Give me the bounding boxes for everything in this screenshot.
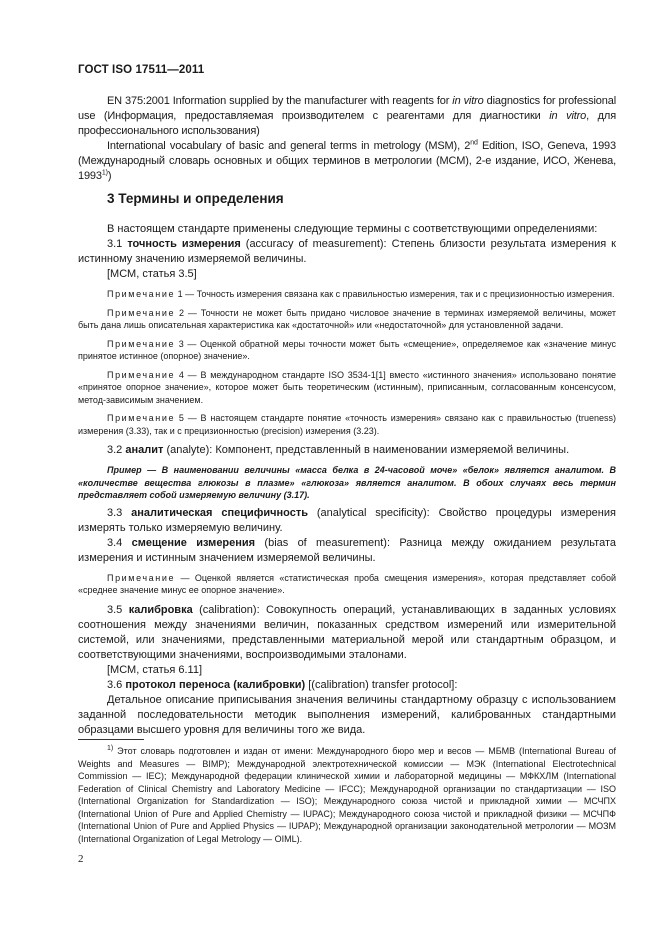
- term-name: точность измерения: [127, 238, 241, 250]
- page-number: 2: [78, 853, 84, 865]
- term-definition: (analytical specificity): Свойство процедуры измерения измерять только измеряемую величину.: [78, 506, 616, 534]
- term-number: 3.3: [107, 506, 132, 519]
- note-3-1-5: [78, 412, 616, 437]
- example-3-2: Пример — В наименовании величины «масса белка в 24-часовой моче» «белок» является аналитом. В «количестве вещества глюкозы в плазме» «глюкоза» является аналитом. В обоих случаях весь термин представляет собой измеряемую величину (3.17).: [78, 465, 616, 500]
- term-number: 3.6: [107, 678, 126, 691]
- ref-text: EN 375:2001 Information supplied by the manufacturer with reagents for: [107, 95, 453, 107]
- term-3-6: [78, 678, 616, 693]
- term-name: аналитическая специфичность: [131, 506, 309, 519]
- term-3-1: [78, 237, 616, 267]
- note-label: Примечание: [107, 413, 176, 423]
- term-3-3: [78, 506, 616, 536]
- note-3-1-4: [78, 369, 616, 407]
- note-label: Примечание: [107, 338, 176, 349]
- term-definition: (analyte): Компонент, представленный в наименовании измеряемой величины.: [163, 444, 570, 456]
- term-definition: (calibration): Совокупность операций, устанавливающих в заданных условиях соотношения между значениями величин, показанных средством измерений или измерительной системой, или значениями, представленными материальной мерой или стандартным образцом, и соответствующими значениями, воспроизводимыми эталонами.: [78, 603, 616, 661]
- reference-vim: [78, 139, 616, 184]
- footnote-block: [78, 745, 616, 845]
- term-source: [МСМ, статья 6.11]: [107, 663, 203, 676]
- term-definition: [(calibration) transfer protocol]:: [305, 678, 458, 691]
- note-3-1-3: [78, 338, 616, 363]
- ref-text: , для профессионального использования): [78, 110, 616, 137]
- ref-text: ): [107, 170, 112, 182]
- term-name: протокол переноса (калибровки): [125, 678, 306, 691]
- reference-en375: [78, 94, 616, 139]
- term-3-5: [78, 603, 616, 663]
- note-text: 4 — В международном стандарте ISO 3534-1[1] вместо «истинного значения» использовано понятие «принятое опорное значение», которое может быть теоретическим (истинным), приписанным, согласованным консенсусом, метод-зависимым значением.: [78, 369, 616, 405]
- footnote-separator: [78, 739, 144, 740]
- note-label: Примечание: [107, 369, 176, 380]
- ref-text: diagnostics for professional use (Информация, предоставляемая производителем с реагентами для диагностики: [78, 95, 616, 122]
- note-text: 5 — В настоящем стандарте понятие «точность измерения» связано как с правильностью (trueness) измерения (3.33), так и с прецизионностью (precision) измерения (3.23).: [78, 413, 616, 436]
- note-text: 1 — Точность измерения связана как с правильностью измерения, так и с прецизионностью измерения.: [175, 289, 615, 299]
- term-number: 3.2: [107, 444, 126, 456]
- note-label: Примечание: [107, 572, 176, 583]
- term-3-6-body: Детальное описание приписывания значения величины стандартному образцу с использованием заданной последовательности методик выполнения измерений, калиброванных стандартными образцами высшего уровня для величины того же вида.: [78, 693, 616, 736]
- ref-text: International vocabulary of basic and general terms in metrology (MSM), 2: [107, 140, 471, 152]
- note-3-1-1: [78, 288, 616, 301]
- ref-italic: in vitro: [452, 95, 484, 107]
- footnote-mark: 1): [107, 745, 114, 752]
- footnote-ref: 1): [101, 169, 108, 177]
- note-label: Примечание: [107, 307, 176, 318]
- intro-paragraph: В настоящем стандарте применены следующие термины с соответствующими определениями:: [107, 223, 598, 235]
- footnote: [78, 745, 616, 845]
- ref-superscript: nd: [470, 139, 478, 147]
- term-number: 3.5: [107, 603, 129, 616]
- term-name: смещение измерения: [131, 536, 256, 549]
- ref-text: Edition, ISO, Geneva, 1993 (Международный словарь основных и общих терминов в метрологии (МСМ), 2-е издание, ИСО, Женева, 1993: [78, 140, 616, 182]
- term-name: аналит: [125, 444, 164, 456]
- term-definition: (accuracy of measurement): Степень близости результата измерения к истинному значению измеряемой величины.: [78, 238, 616, 265]
- running-header: ГОСТ ISO 17511—2011: [78, 64, 205, 76]
- term-number: 3.4: [107, 536, 132, 549]
- term-number: 3.1: [107, 238, 128, 250]
- note-3-1-2: [78, 307, 616, 332]
- note-label: Примечание: [107, 289, 176, 299]
- note-text: 2 — Точности не может быть придано числовое значение в терминах измеряемой величины, может быть дана лишь описательная характеристика как «достаточной» или «недостаточной» для установленной задачи.: [78, 307, 616, 330]
- term-name: калибровка: [128, 603, 193, 616]
- term-source: [МСМ, статья 3.5]: [107, 268, 197, 280]
- ref-italic: in vitro: [549, 110, 587, 122]
- note-3-4: [78, 572, 616, 597]
- term-3-4: [78, 536, 616, 566]
- note-text: — Оценкой является «статистическая проба смещения измерения», которая представляет собой «среднее значение минус ее опорное значение».: [78, 572, 616, 595]
- term-definition: (bias of measurement): Разница между ожиданием результата измерения и истинным значением измеряемой величины.: [78, 536, 616, 564]
- references-block: [78, 94, 616, 184]
- note-text: 3 — Оценкой обратной меры точности может быть «смещение», определяемое как «значение минус принятое истинное (опорное) значение».: [78, 338, 616, 361]
- term-3-2: [78, 443, 616, 458]
- definitions-block: [78, 222, 616, 738]
- footnote-text: Этот словарь подготовлен и издан от имени: Международного бюро мер и весов — МБМВ (International Bureau of Weights and Measures — BIMP); Международной электротехнической комиссии — МЭК (International Electrotechnical Commission — IEC); Международной федерации клинической химии и лабораторной медицины — МФКХЛМ (International Federation of Clinical Chemistry and Laboratory Medicine — IFCC); Международной организации по стандартизации — ISO (International Organization for Standardization — ISO); Международного союза чистой и прикладной химии — МСЧПХ (International Union of Pure and Applied Chemistry — IUPAC); Международного союза чистой и прикладной физики — МСЧПФ (International Union of Pure and Applied Physics — IUPAP); Международной организации законодательной метрологии — МОЗМ (International Organization of Legal Metrology — OIML).: [78, 746, 616, 844]
- section-heading: 3 Термины и определения: [107, 191, 284, 206]
